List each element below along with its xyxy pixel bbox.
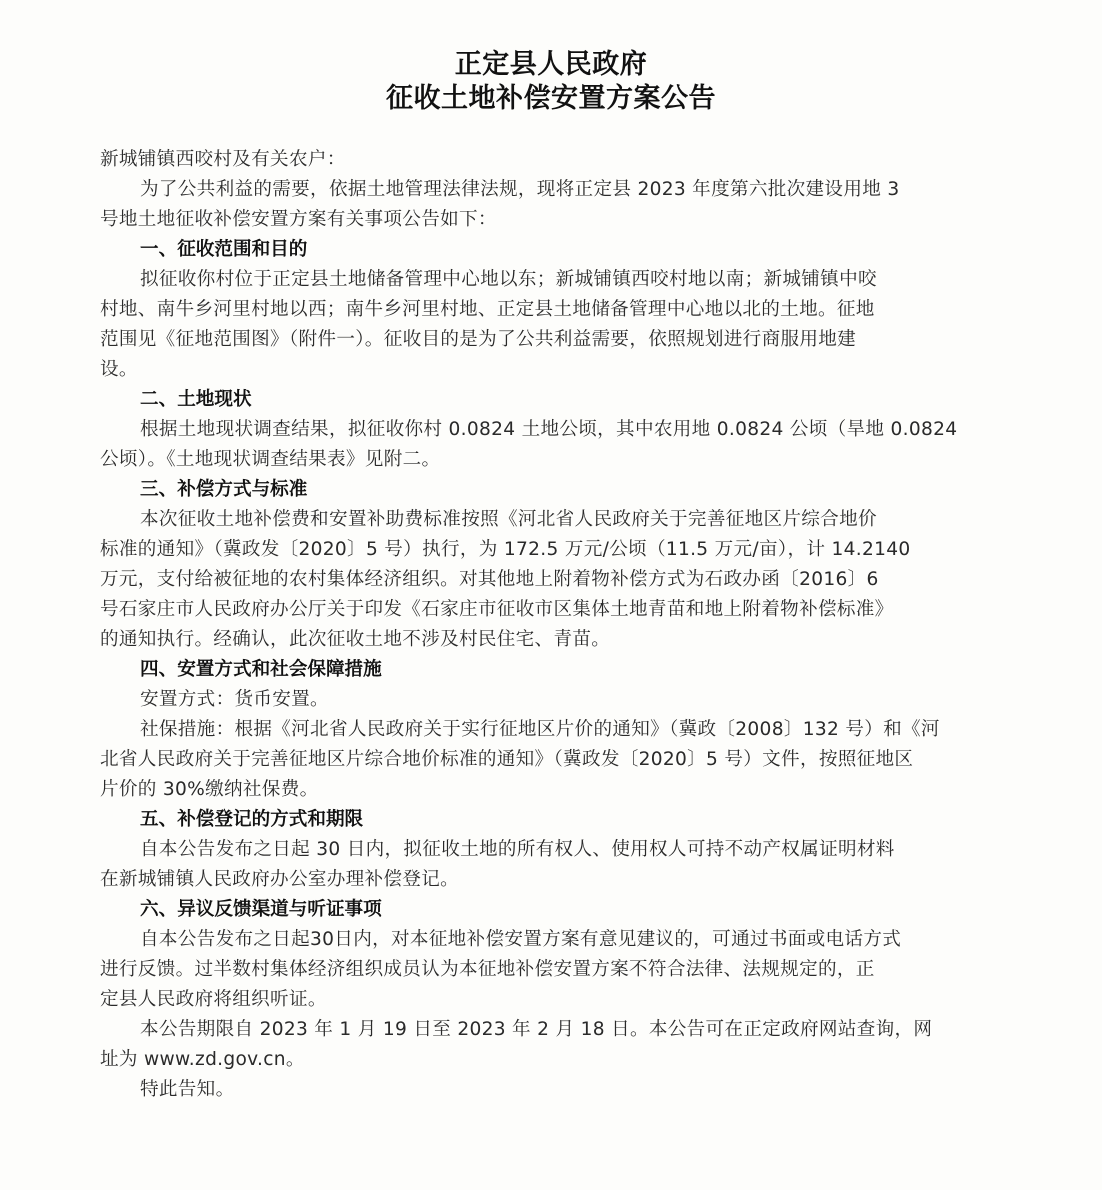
paragraph-line: 本次征收土地补偿费和安置补助费标准按照《河北省人民政府关于完善征地区片综合地价 [140,509,877,530]
section-heading: 四、安置方式和社会保障措施 [140,659,382,680]
paragraph-line: 拟征收你村位于正定县土地储备管理中心地以东；新城铺镇西咬村地以南；新城铺镇中咬 [140,269,877,290]
paragraph-line: 范围见《征地范围图》（附件一）。征收目的是为了公共利益需要，依照规划进行商服用地建 [100,329,857,350]
title-line-1: 正定县人民政府 [454,49,648,80]
paragraph-line: 进行反馈。过半数村集体经济组织成员认为本征地补偿安置方案不符合法律、法规规定的，正 [100,959,875,980]
paragraph-line: 安置方式：货币安置。 [140,689,329,710]
section-heading: 五、补偿登记的方式和期限 [140,809,364,830]
paragraph-line: 社保措施：根据《河北省人民政府关于实行征地区片价的通知》（冀政〔2008〕132 号）和《河 [140,719,940,740]
section-heading: 三、补偿方式与标准 [140,479,308,500]
paragraph-line: 根据土地现状调查结果，拟征收你村 0.0824 土地公顷，其中农用地 0.0824 公顷（旱地 0.0824 [140,419,958,440]
intro-line: 号地土地征收补偿安置方案有关事项公告如下： [100,209,497,230]
paragraph-line: 的通知执行。经确认，此次征收土地不涉及村民住宅、青苗。 [100,629,611,650]
title-line-2: 征收土地补偿安置方案公告 [386,83,716,114]
document-body [100,145,980,1105]
closing-line: 址为 www.zd.gov.cn。 [100,1049,305,1070]
paragraph-line: 万元，支付给被征地的农村集体经济组织。对其他地上附着物补偿方式为石政办函〔2016〕6 [100,569,879,590]
paragraph-line: 标准的通知》（冀政发〔2020〕5 号）执行，为 172.5 万元/公顷（11.5 万元/亩），计 14.2140 [100,539,911,560]
paragraph-line: 设。 [100,359,138,380]
paragraph-line: 自本公告发布之日起 30 日内，拟征收土地的所有权人、使用权人可持不动产权属证明材料 [140,839,895,860]
closing-line: 特此告知。 [140,1079,235,1100]
paragraph-line: 自本公告发布之日起30日内，对本征地补偿安置方案有意见建议的，可通过书面或电话方式 [140,929,902,950]
paragraph-line: 定县人民政府将组织听证。 [100,989,327,1010]
paragraph-line: 公顷）。《土地现状调查结果表》见附二。 [100,449,441,470]
paragraph-line: 在新城铺镇人民政府办公室办理补偿登记。 [100,869,459,890]
document-title [0,48,1102,116]
intro-line: 为了公共利益的需要，依据土地管理法律法规，现将正定县 2023 年度第六批次建设用地 3 [140,179,900,200]
paragraph-line: 北省人民政府关于完善征地区片综合地价标准的通知》（冀政发〔2020〕5 号）文件，按照征地区 [100,749,914,770]
paragraph-line: 号石家庄市人民政府办公厅关于印发《石家庄市征收市区集体土地青苗和地上附着物补偿标准》 [100,599,894,620]
section-heading: 一、征收范围和目的 [140,239,308,260]
closing-line: 本公告期限自 2023 年 1 月 19 日至 2023 年 2 月 18 日。本公告可在正定政府网站查询，网 [140,1019,933,1040]
paragraph-line: 片价的 30%缴纳社保费。 [100,779,319,800]
paragraph-line: 村地、南牛乡河里村地以西；南牛乡河里村地、正定县土地储备管理中心地以北的土地。征地 [100,299,875,320]
section-heading: 六、异议反馈渠道与听证事项 [140,899,382,920]
salutation: 新城铺镇西咬村及有关农户： [100,149,346,170]
section-heading: 二、土地现状 [140,389,252,410]
